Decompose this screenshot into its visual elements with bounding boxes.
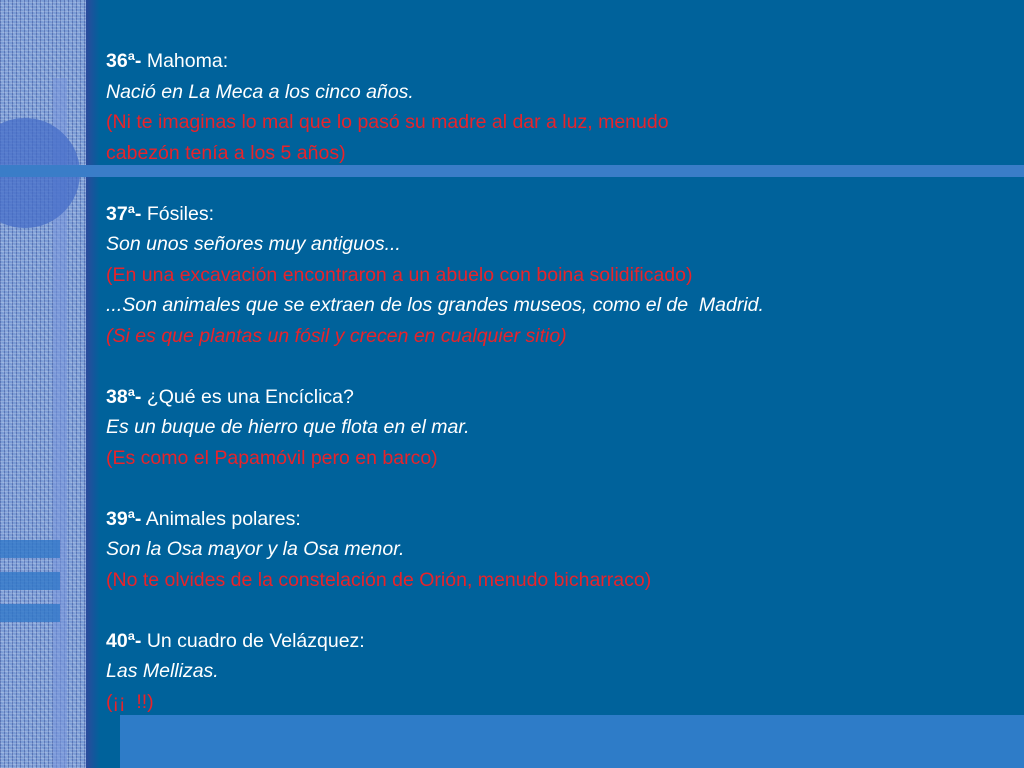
comment-line: (¡¡ !!) (106, 690, 154, 713)
answer-line: Son la Osa mayor y la Osa menor. (106, 538, 405, 560)
decorative-left-bar (0, 572, 60, 590)
comment-line: (Ni te imaginas lo mal que lo pasó su madre al dar a luz, menudo (106, 111, 669, 133)
slide-content (106, 46, 1006, 748)
question-title: Mahoma: (141, 50, 229, 72)
answer-line: Las Mellizas. (106, 660, 219, 682)
question-title: Animales polares: (141, 507, 301, 530)
comment-line: (En una excavación encontraron a un abuelo con boina solidificado) (106, 263, 693, 286)
comment-line: cabezón tenía a los 5 años) (106, 141, 346, 164)
answer-line: Nació en La Meca a los cinco años. (106, 80, 414, 103)
question-heading (106, 382, 1006, 413)
comment-line: (Si es que plantas un fósil y crecen en cualquier sitio) (106, 324, 567, 347)
answer-line: Es un buque de hierro que flota en el mar. (106, 416, 470, 438)
question-block (106, 199, 1006, 352)
decorative-left-bar (0, 604, 60, 622)
decorative-side-shadow (86, 0, 100, 768)
question-heading (106, 199, 1006, 230)
question-title: Un cuadro de Velázquez: (141, 629, 365, 652)
question-title: Fósiles: (141, 202, 215, 225)
question-number: 38ª- (106, 385, 142, 408)
answer-line: Son unos señores muy antiguos... (106, 233, 401, 255)
question-title: ¿Qué es una Encíclica? (141, 385, 354, 408)
answer-line: ...Son animales que se extraen de los grandes museos, como el de Madrid. (106, 294, 764, 316)
question-block (106, 626, 1006, 718)
question-heading (106, 504, 1006, 535)
question-block (106, 504, 1006, 596)
question-block (106, 382, 1006, 474)
question-heading (106, 46, 1006, 77)
question-number: 37ª- (106, 202, 142, 225)
comment-line: (Es como el Papamóvil pero en barco) (106, 446, 438, 469)
decorative-left-bar (0, 540, 60, 558)
question-number: 36ª- (106, 50, 142, 72)
question-number: 40ª- (106, 629, 142, 652)
decorative-side-strip (0, 0, 88, 768)
question-number: 39ª- (106, 507, 142, 530)
question-heading (106, 626, 1006, 657)
question-block (106, 46, 1006, 168)
comment-line: (No te olvides de la constelación de Orión, menudo bicharraco) (106, 568, 652, 591)
